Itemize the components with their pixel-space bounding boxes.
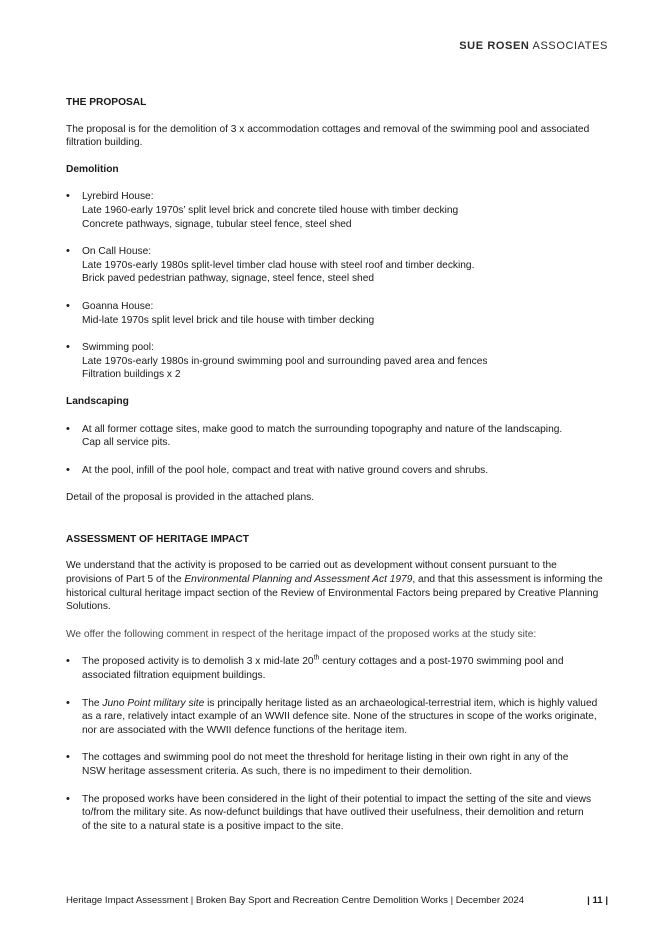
proposal-heading: THE PROPOSAL (66, 97, 147, 108)
superscript: th (313, 655, 320, 663)
brand-logo (459, 40, 608, 54)
item-line: • The cottages and swimming pool do not meet the threshold for heritage listing in their own right in any of the (82, 752, 569, 764)
list-item (66, 245, 611, 286)
paragraph-line: historical cultural heritage impact section of the Review of Environmental Factors being prepared by Creative Planning (66, 587, 599, 599)
paragraph-line: We understand that the activity is proposed to be carried out as development without consent pursuant to the (66, 560, 557, 572)
paragraph-line (66, 573, 611, 587)
assessment-list (66, 655, 611, 833)
proposal-detail: Detail of the proposal is provided in the attached plans. (66, 492, 315, 504)
item-line: Brick paved pedestrian pathway, signage, steel fence, steel shed (82, 273, 375, 285)
assessment-paragraph (66, 559, 611, 613)
assessment-intro: We offer the following comment in respect of the heritage impact of the proposed works at the study site: (66, 628, 537, 640)
item-line: nor are associated with the WWII defence functions of the heritage item. (82, 724, 408, 736)
item-line: • Swimming pool: (82, 342, 154, 354)
list-item (66, 190, 611, 231)
item-line: associated filtration equipment buildings. (82, 670, 266, 682)
text-run: provisions of Part 5 of the (66, 574, 185, 586)
list-item (66, 341, 611, 382)
proposal-intro (66, 123, 611, 150)
footer-text: Heritage Impact Assessment | Broken Bay Sport and Recreation Centre Demolition Works | December 2024 (66, 895, 525, 906)
item-line: • Goanna House: (82, 300, 154, 312)
item-line: • At all former cottage sites, make good to match the surrounding topography and nature of the landscaping. (82, 423, 563, 435)
demolition-list (66, 190, 611, 382)
item-line: Mid-late 1970s split level brick and tile house with timber decking (82, 314, 375, 326)
brand-name: SUE ROSEN (459, 40, 530, 52)
demolition-heading: Demolition (66, 163, 119, 175)
document-body (66, 96, 611, 833)
item-line: as a rare, relatively intact example of an WWII defence site. None of the structures in scope of the works originate, (82, 711, 597, 723)
item-line: • At the pool, infill of the pool hole, compact and treat with native ground covers and shrubs. (82, 464, 489, 476)
item-line: to/from the military site. As now-defunct buildings that have outlived their usefulness, their demolition and return (82, 807, 584, 819)
landscaping-list (66, 423, 611, 478)
act-title: Environmental Planning and Assessment Act 1979 (184, 574, 413, 586)
list-item (66, 697, 611, 738)
list-item (66, 464, 611, 478)
list-item (66, 423, 611, 450)
item-line: Concrete pathways, signage, tubular steel fence, steel shed (82, 218, 352, 230)
paragraph-line: Solutions. (66, 601, 111, 613)
item-line: NSW heritage assessment criteria. As such, there is no impediment to their demolition. (82, 766, 473, 777)
assessment-heading: ASSESSMENT OF HERITAGE IMPACT (66, 533, 250, 545)
item-line: Cap all service pits. (82, 437, 171, 449)
list-item (66, 655, 611, 682)
item-line (82, 655, 611, 669)
text-run: The (82, 697, 103, 709)
text-run: , and that this assessment is informing the (412, 574, 603, 586)
brand-suffix: ASSOCIATES (532, 40, 608, 52)
item-line (82, 697, 611, 711)
item-line: • The proposed works have been considered in the light of their potential to impact the setting of the site and views (82, 793, 592, 805)
intro-line: The proposal is for the demolition of 3 x accommodation cottages and removal of the swimming pool and associated (66, 123, 590, 135)
page-footer (66, 894, 608, 908)
item-line: of the site to a natural state is a positive impact to the site. (82, 820, 344, 832)
intro-line: filtration building. (66, 137, 143, 149)
landscaping-heading: Landscaping (66, 395, 129, 407)
item-line: Late 1970s-early 1980s split-level timber clad house with steel roof and timber decking. (82, 259, 475, 271)
text-run: The proposed activity is to demolish 3 x mid-late 20 (82, 656, 314, 668)
text-run: is principally heritage listed as an archaeological-terrestrial item, which is highly valued (204, 697, 598, 709)
text-run: century cottages and a post-1970 swimming pool and (319, 656, 564, 668)
site-name: Juno Point military site (102, 697, 205, 709)
item-line: • Lyrebird House: (82, 191, 154, 203)
page-number: | 11 | (587, 895, 608, 906)
item-line: Filtration buildings x 2 (82, 369, 181, 381)
list-item (66, 793, 611, 834)
item-line: Late 1960-early 1970s’ split level brick and concrete tiled house with timber decking (82, 204, 459, 216)
item-line: Late 1970s-early 1980s in-ground swimming pool and surrounding paved area and fences (82, 355, 488, 367)
list-item (66, 751, 611, 778)
item-line: • On Call House: (82, 246, 152, 258)
list-item (66, 300, 611, 327)
